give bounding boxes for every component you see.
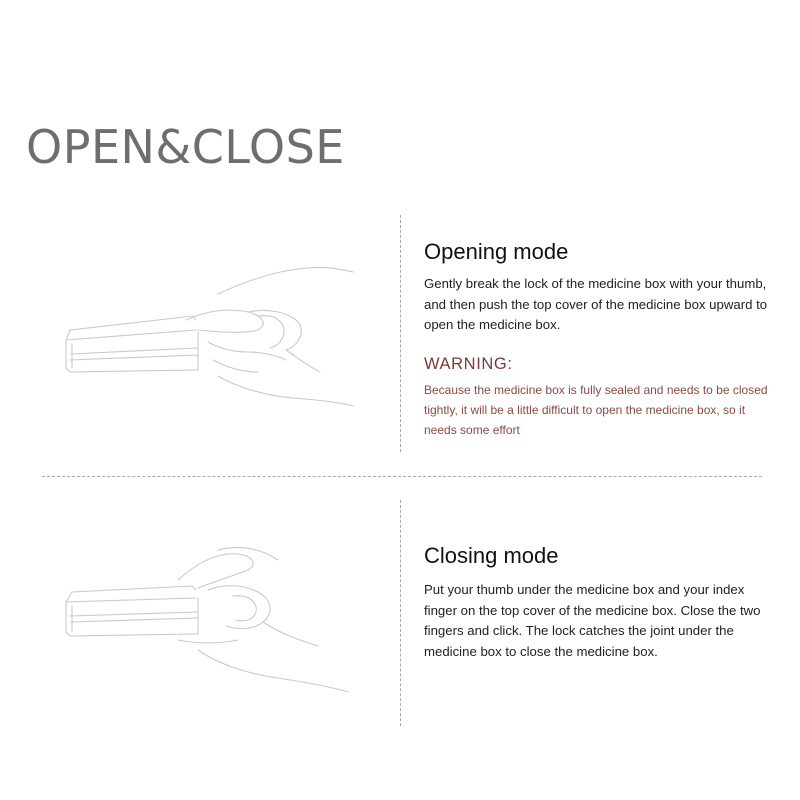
warning-description: Because the medicine box is fully sealed and needs to be closed tightly, it will be a little difficult to open the medicine box, so it needs some effort [424, 382, 768, 437]
warning-heading: WARNING: [424, 354, 513, 373]
horizontal-divider [42, 476, 762, 477]
closing-heading: Closing mode [424, 543, 559, 568]
vertical-divider-bottom [400, 500, 401, 726]
opening-section [424, 238, 774, 440]
hand-opening-box-icon [58, 260, 358, 440]
hand-closing-box-icon [58, 540, 358, 720]
opening-heading: Opening mode [424, 239, 569, 264]
vertical-divider-top [400, 215, 401, 452]
closing-description: Put your thumb under the medicine box and your index finger on the top cover of the medicine box. Close the two fingers and click. The lock catches the joint under the medicine box to close the medicine box. [424, 582, 761, 659]
opening-description: Gently break the lock of the medicine box with your thumb, and then push the top cover of the medicine box upward to open the medicine box. [424, 276, 768, 332]
page-title: OPEN&CLOSE [26, 120, 345, 174]
closing-section [424, 542, 774, 662]
